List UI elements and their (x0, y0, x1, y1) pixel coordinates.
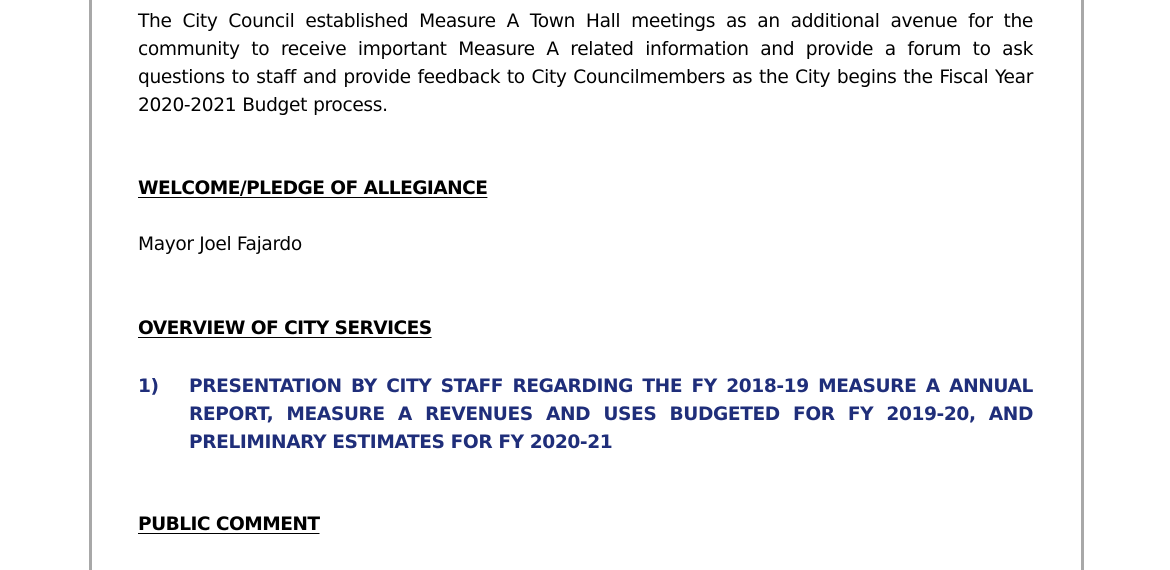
agenda-item-text: PRESENTATION BY CITY STAFF REGARDING THE FY 2018-19 MEASURE A ANNUAL REPORT, MEASURE A REVENUES AND USES BUDGETED FOR FY 2019-20, AND PRELIMINARY ESTIMATES FOR FY 2020-21 (189, 376, 1033, 453)
page-right-border (1081, 0, 1084, 570)
welcome-pledge-heading: WELCOME/PLEDGE OF ALLEGIANCE (138, 178, 488, 199)
overview-city-services-heading: OVERVIEW OF CITY SERVICES (138, 318, 432, 339)
mayor-name: Mayor Joel Fajardo (138, 234, 302, 255)
page-left-border (89, 0, 92, 570)
public-comment-heading: PUBLIC COMMENT (138, 514, 320, 535)
agenda-item-number: 1) (138, 376, 159, 397)
intro-paragraph: The City Council established Measure A Town Hall meetings as an additional avenue for the community to receive important Measure A related information and provide a forum to ask questions to staff and provide feedback to City Councilmembers as the City begins the Fiscal Year 2020-2021 Budget process. (138, 11, 1033, 116)
